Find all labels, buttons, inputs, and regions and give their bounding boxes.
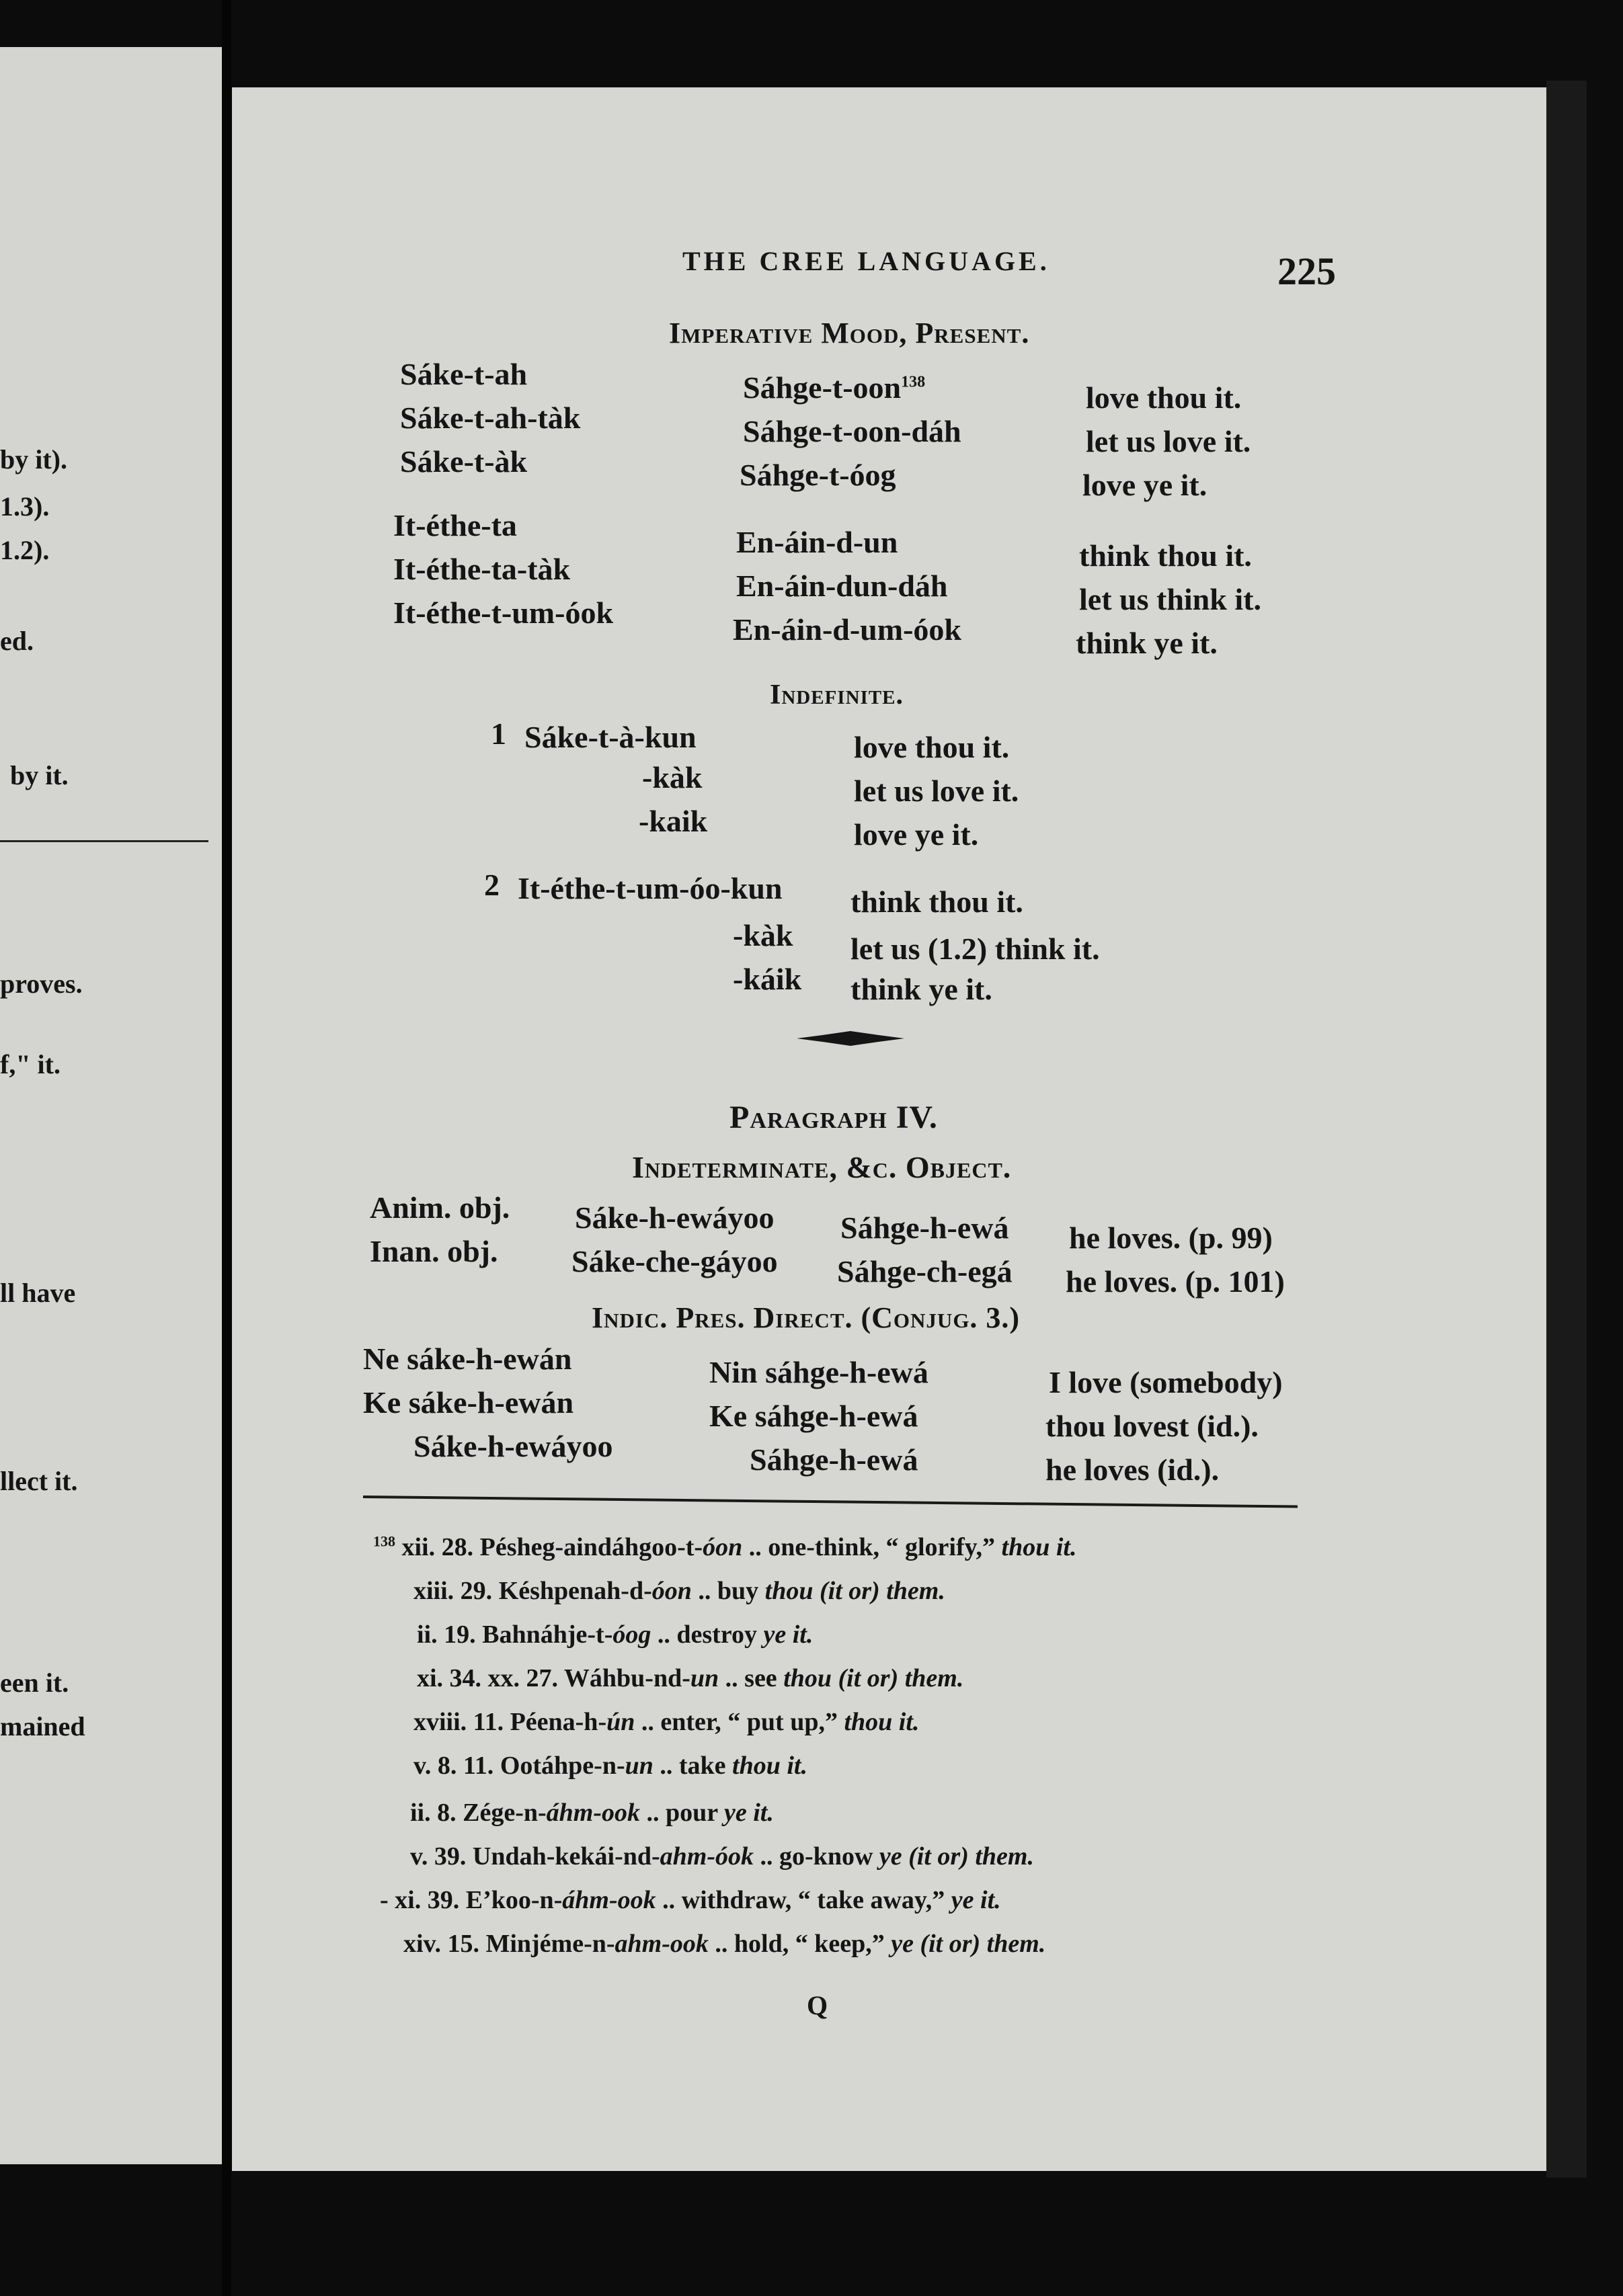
verse-ref: v. 8. 11. xyxy=(413,1752,494,1780)
gloss-emphasis: ye it. xyxy=(723,1799,774,1827)
verse-ref: - xi. 39. xyxy=(380,1886,460,1914)
cree-ending: ahm-óok xyxy=(660,1842,754,1871)
cree-ending: ún xyxy=(606,1708,635,1736)
gloss-emphasis: ye it. xyxy=(951,1886,1001,1914)
gloss: .. hold, “ keep,” xyxy=(708,1930,892,1958)
fragment-line: llect it. xyxy=(0,1466,78,1496)
cree-word: Pésheg-aindáhgoo-t- xyxy=(479,1533,703,1561)
conjugation-form: Sáke-h-ewáyoo xyxy=(413,1429,613,1463)
section-heading: Imperative Mood, Present. xyxy=(669,317,1030,350)
footnote-number: 138 xyxy=(373,1532,395,1550)
footnote xyxy=(410,1798,774,1828)
fragment-line: proves. xyxy=(0,969,83,999)
gloss: .. destroy xyxy=(651,1621,764,1649)
imperative-form: It-éthe-ta-tàk xyxy=(393,552,571,586)
footnote-rule xyxy=(363,1495,1298,1508)
page-number: 225 xyxy=(1277,249,1336,293)
verse-ref: xiv. 15. xyxy=(403,1930,479,1958)
fragment-rule xyxy=(0,840,208,842)
conjugation-form: Sáhge-h-ewá xyxy=(750,1442,918,1477)
fragment-line: ed. xyxy=(0,626,34,656)
page-edge xyxy=(1546,81,1587,2178)
cree-word: E’koo-n- xyxy=(465,1886,563,1914)
verse-ref: ii. 8. xyxy=(410,1799,457,1827)
indefinite-form: -kaik xyxy=(639,804,708,838)
footnote xyxy=(413,1576,945,1606)
imperative-form: Sáhge-t-óog xyxy=(740,458,896,492)
row-number: 2 xyxy=(484,868,500,902)
conjugation-form: Ke sáke-h-ewán xyxy=(363,1385,574,1420)
object-type: Anim. obj. xyxy=(370,1190,510,1225)
cree-word: Péena-h- xyxy=(510,1708,607,1736)
cree-word: Bahnáhje-t- xyxy=(482,1621,613,1649)
fragment-line: f," it. xyxy=(0,1049,61,1079)
footnote xyxy=(417,1620,813,1649)
gloss-emphasis: thou it. xyxy=(844,1708,920,1736)
indefinite-gloss: love thou it. xyxy=(854,730,1010,764)
imperative-gloss: love ye it. xyxy=(1082,468,1208,502)
footnote xyxy=(413,1751,807,1780)
running-title: THE CREE LANGUAGE. xyxy=(682,246,1050,276)
gloss-emphasis: thou (it or) them. xyxy=(764,1577,945,1605)
object-type: Inan. obj. xyxy=(370,1234,498,1268)
indefinite-gloss: love ye it. xyxy=(854,817,979,852)
object-gloss: he loves. (p. 99) xyxy=(1069,1221,1273,1255)
book-page xyxy=(232,87,1546,2171)
verse-ref: v. 39. xyxy=(410,1842,467,1871)
footnote xyxy=(380,1885,1001,1915)
verse-ref: xi. 34. xx. 27. xyxy=(417,1664,559,1692)
footnote xyxy=(373,1532,1076,1562)
object-form: Sáke-h-ewáyoo xyxy=(575,1200,775,1235)
imperative-gloss: let us love it. xyxy=(1086,424,1251,458)
imperative-form: Sáhge-t-oon-dáh xyxy=(743,414,961,448)
imperative-form: En-áin-dun-dáh xyxy=(736,569,948,603)
cree-ending: un xyxy=(625,1752,654,1780)
row-number: 1 xyxy=(491,716,506,751)
gloss-emphasis: thou it. xyxy=(732,1752,807,1780)
gloss: .. buy xyxy=(691,1577,765,1605)
cree-word: Undah-kekái-nd- xyxy=(472,1842,660,1871)
indefinite-gloss: let us love it. xyxy=(854,774,1019,808)
imperative-form: En-áin-d-um-óok xyxy=(733,612,961,647)
footnote xyxy=(413,1707,919,1737)
gloss: .. one-think, “ glorify,” xyxy=(742,1533,1002,1561)
cree-word: Késhpenah-d- xyxy=(498,1577,652,1605)
imperative-form: Sáhge-t-oon$^{138}$ xyxy=(743,370,926,405)
cree-ending: un xyxy=(690,1664,719,1692)
gloss: .. enter, “ put up,” xyxy=(635,1708,844,1736)
imperative-form: Sáke-t-àk xyxy=(400,444,528,479)
footnote xyxy=(417,1664,963,1693)
verse-ref: xii. 28. xyxy=(401,1533,474,1561)
cree-ending: áhm-ook xyxy=(546,1799,641,1827)
object-form: Sáhge-ch-egá xyxy=(837,1254,1013,1288)
indefinite-form: -káik xyxy=(733,962,802,996)
imperative-form: Sáke-t-ah-tàk xyxy=(400,401,581,435)
gloss: .. pour xyxy=(640,1799,724,1827)
cree-word: Minjéme-n- xyxy=(485,1930,615,1958)
gloss-emphasis: ye it. xyxy=(763,1621,814,1649)
cree-ending: óon xyxy=(651,1577,692,1605)
imperative-gloss: love thou it. xyxy=(1086,380,1242,415)
footnote xyxy=(403,1929,1045,1959)
imperative-gloss: think ye it. xyxy=(1076,626,1218,660)
conjugation-form: Ke sáhge-h-ewá xyxy=(709,1399,918,1433)
object-form: Sáke-che-gáyoo xyxy=(571,1244,778,1278)
fragment-line: 1.2). xyxy=(0,535,50,565)
book-gutter xyxy=(222,0,231,2296)
cree-ending: óon xyxy=(703,1533,743,1561)
section-heading: Indefinite. xyxy=(770,680,904,710)
cree-word: Ootáhpe-n- xyxy=(500,1752,625,1780)
conjugation-gloss: he loves (id.). xyxy=(1045,1452,1220,1487)
indefinite-gloss: let us (1.2) think it. xyxy=(850,932,1100,966)
imperative-gloss: let us think it. xyxy=(1079,582,1261,616)
paragraph-subheading: Indeterminate, &c. Object. xyxy=(632,1150,1012,1184)
imperative-form: It-éthe-t-um-óok xyxy=(393,596,614,630)
cree-ending: ahm-ook xyxy=(615,1930,709,1958)
cree-word: Zége-n- xyxy=(463,1799,547,1827)
conjugation-heading: Indic. Pres. Direct. (Conjug. 3.) xyxy=(592,1301,1021,1334)
indefinite-form: Sáke-t-à-kun xyxy=(524,720,697,754)
gloss-emphasis: thou it. xyxy=(1001,1533,1077,1561)
object-form: Sáhge-h-ewá xyxy=(840,1211,1009,1245)
verse-ref: xviii. 11. xyxy=(413,1708,504,1736)
indefinite-form: It-éthe-t-um-óo-kun xyxy=(518,871,783,905)
imperative-gloss: think thou it. xyxy=(1079,538,1252,573)
imperative-form: En-áin-d-un xyxy=(736,525,898,559)
facing-page-fragment xyxy=(0,47,222,2164)
fragment-line: ll have xyxy=(0,1278,76,1308)
ornament-divider xyxy=(797,1028,904,1049)
paragraph-heading: Paragraph IV. xyxy=(729,1100,938,1135)
fragment-line: by it). xyxy=(0,444,67,475)
cree-word: Wáhbu-nd- xyxy=(563,1664,690,1692)
indefinite-gloss: think thou it. xyxy=(850,885,1023,919)
cree-ending: áhm-ook xyxy=(562,1886,656,1914)
conjugation-gloss: thou lovest (id.). xyxy=(1045,1409,1259,1443)
gloss-emphasis: ye (it or) them. xyxy=(879,1842,1034,1871)
footnote xyxy=(410,1842,1034,1871)
fragment-line: een it. xyxy=(0,1668,69,1698)
conjugation-gloss: I love (somebody) xyxy=(1049,1365,1283,1399)
cree-ending: óog xyxy=(612,1621,651,1649)
fragment-line: 1.3). xyxy=(0,491,50,522)
fragment-line: by it. xyxy=(10,760,69,790)
fragment-line: mained xyxy=(0,1711,85,1741)
indefinite-gloss: think ye it. xyxy=(850,972,992,1006)
imperative-form: It-éthe-ta xyxy=(393,508,517,542)
verse-ref: xiii. 29. xyxy=(413,1577,493,1605)
object-gloss: he loves. (p. 101) xyxy=(1066,1264,1285,1299)
gloss: .. see xyxy=(719,1664,784,1692)
footnote-ref: 138 xyxy=(901,373,926,391)
indefinite-form: -kàk xyxy=(642,760,703,794)
gloss: .. go-know xyxy=(754,1842,879,1871)
verse-ref: ii. 19. xyxy=(417,1621,476,1649)
indefinite-form: -kàk xyxy=(733,918,793,952)
conjugation-form: Nin sáhge-h-ewá xyxy=(709,1355,928,1389)
gloss: .. take xyxy=(653,1752,733,1780)
imperative-form: Sáke-t-ah xyxy=(400,357,528,391)
signature-mark: Q xyxy=(807,1990,828,2020)
gloss-emphasis: thou (it or) them. xyxy=(783,1664,964,1692)
conjugation-form: Ne sáke-h-ewán xyxy=(363,1342,572,1376)
gloss: .. withdraw, “ take away,” xyxy=(656,1886,951,1914)
gloss-emphasis: ye (it or) them. xyxy=(891,1930,1046,1958)
